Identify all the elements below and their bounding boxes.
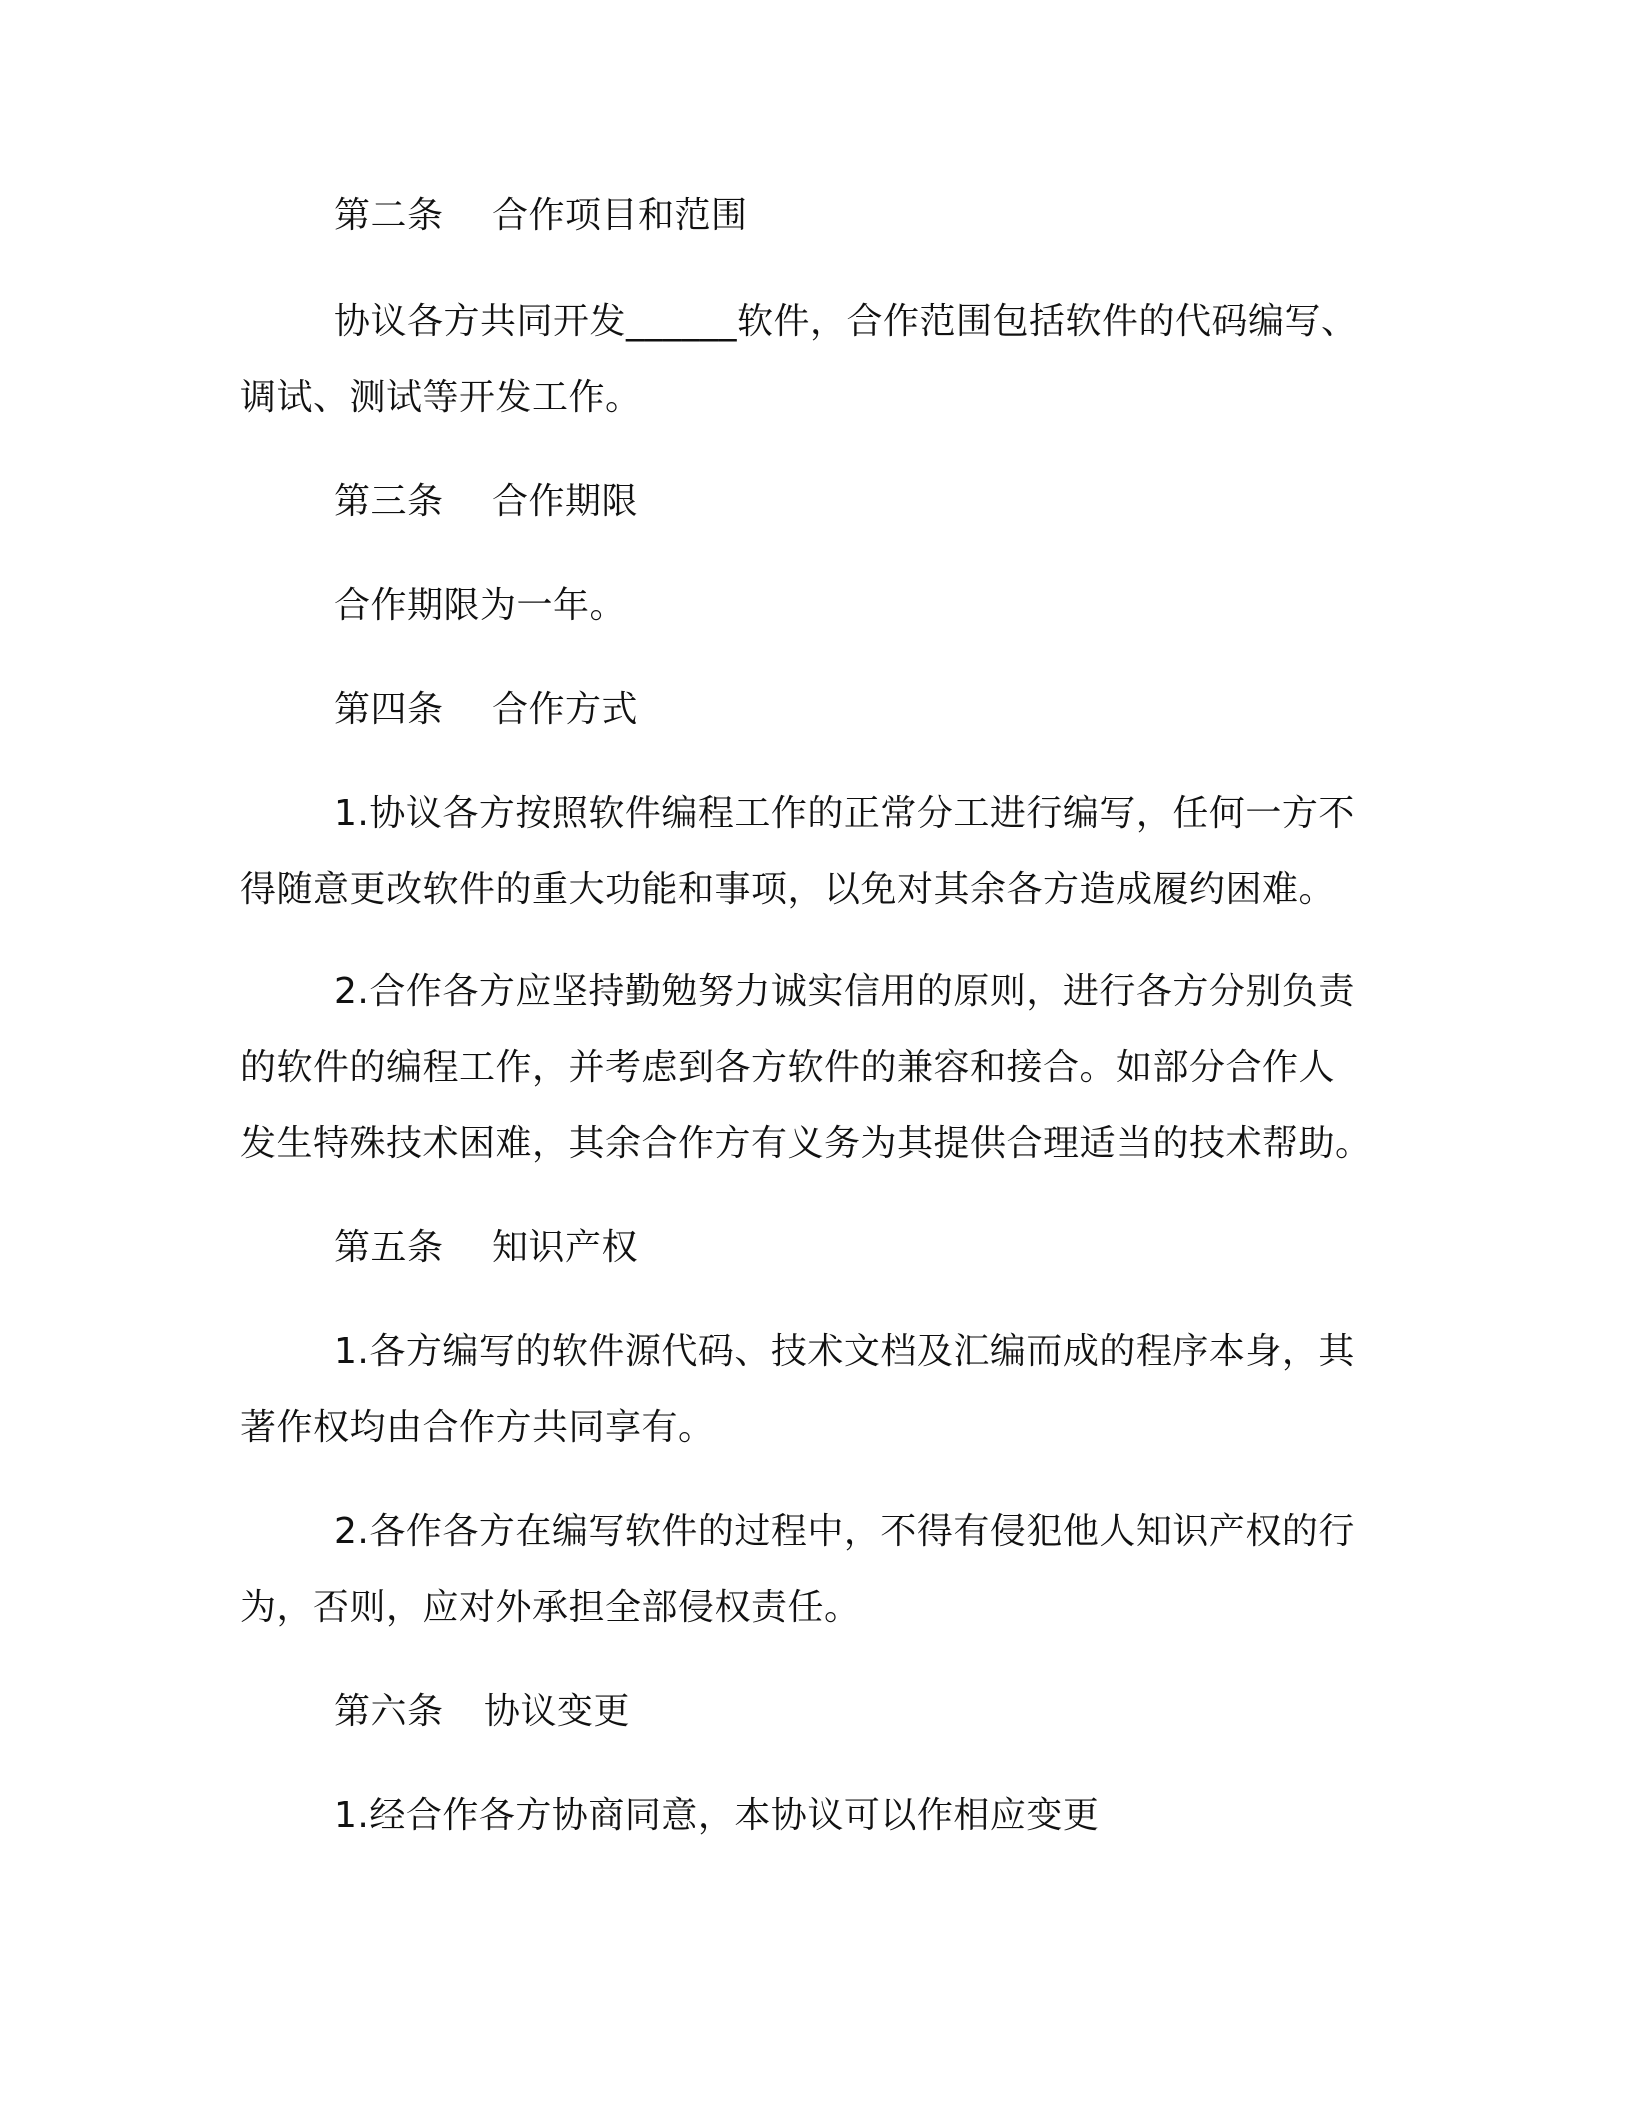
article-3-heading <box>334 480 638 524</box>
paragraph-line: 发生特殊技术困难，其余合作方有义务为其提供合理适当的技术帮助。 <box>240 1123 1372 1164</box>
paragraph-line: 1.协议各方按照软件编程工作的正常分工进行编写，任何一方不 <box>334 793 1355 834</box>
paragraph-line: 的软件的编程工作，并考虑到各方软件的兼容和接合。如部分合作人 <box>240 1047 1336 1088</box>
paragraph-line: 得随意更改软件的重大功能和事项，以免对其余各方造成履约困难。 <box>240 869 1336 910</box>
article-6-heading <box>334 1690 630 1734</box>
paragraph-line: 1.经合作各方协商同意，本协议可以作相应变更 <box>334 1795 1100 1836</box>
article-number: 第六条 <box>334 1691 444 1732</box>
paragraph-line: 著作权均由合作方共同享有。 <box>240 1407 715 1448</box>
article-number: 第四条 <box>334 689 444 730</box>
paragraph-line: 1.各方编写的软件源代码、技术文档及汇编而成的程序本身，其 <box>334 1331 1355 1372</box>
article-number: 第三条 <box>334 481 444 522</box>
article-2-heading <box>334 194 748 238</box>
article-5-heading <box>334 1226 638 1270</box>
article-title: 合作方式 <box>492 689 639 730</box>
article-title: 合作项目和范围 <box>492 195 748 236</box>
paragraph-line: 调试、测试等开发工作。 <box>240 377 642 418</box>
article-title: 合作期限 <box>492 481 639 522</box>
article-title: 知识产权 <box>492 1227 639 1268</box>
paragraph-line: 2.各作各方在编写软件的过程中，不得有侵犯他人知识产权的行 <box>334 1511 1355 1552</box>
paragraph-line: 合作期限为一年。 <box>334 585 627 626</box>
article-4-heading <box>334 688 638 732</box>
paragraph-line: 为，否则，应对外承担全部侵权责任。 <box>240 1587 861 1628</box>
paragraph-line: 2.合作各方应坚持勤勉努力诚实信用的原则，进行各方分别负责 <box>334 971 1355 1012</box>
paragraph-line: 协议各方共同开发______软件，合作范围包括软件的代码编写、 <box>334 301 1358 342</box>
article-number: 第二条 <box>334 195 444 236</box>
article-number: 第五条 <box>334 1227 444 1268</box>
article-title: 协议变更 <box>484 1691 631 1732</box>
